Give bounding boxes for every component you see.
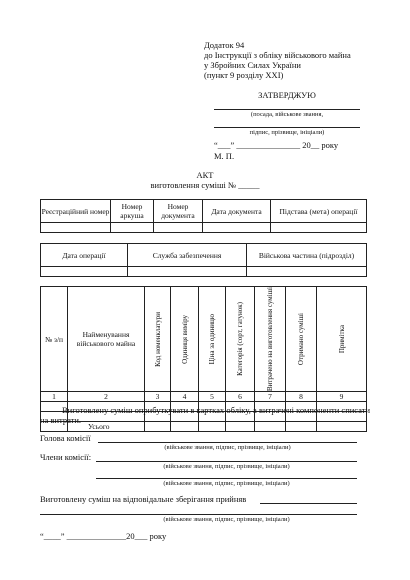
storage-line-1[interactable] — [260, 503, 357, 504]
header-line-4: (пункт 9 розділу XXI) — [204, 70, 284, 80]
column-number: 3 — [145, 392, 171, 402]
table-cell[interactable] — [111, 223, 154, 233]
chair-sign-hint: (військове звання, підпис, прізвище, ініціали) — [164, 444, 291, 451]
column-number: 1 — [41, 392, 68, 402]
approval-line-1 — [214, 109, 360, 110]
column-number: 4 — [171, 392, 199, 402]
approval-date: “___” _______________ 20__ року — [214, 140, 339, 150]
col-sheet-number: Номер аркуша — [111, 200, 154, 223]
table-cell[interactable] — [247, 267, 367, 277]
col-operation-date: Дата операції — [41, 244, 128, 267]
member1-sign-hint: (військове звання, підпис, прізвище, ініціали) — [163, 463, 290, 470]
final-date: “____” ______________20___ року — [40, 531, 167, 541]
table-cell[interactable] — [271, 223, 367, 233]
header-block — [204, 40, 351, 80]
member2-signature-line[interactable] — [96, 478, 357, 479]
col-index: № з/п — [41, 287, 68, 392]
col-operation-basis: Підстава (мета) операції — [271, 200, 367, 223]
column-number: 2 — [68, 392, 145, 402]
members-label: Члени комісії: — [40, 452, 92, 462]
chair-signature-line[interactable] — [98, 442, 357, 443]
col-supply-service: Служба забезпечення — [128, 244, 247, 267]
approval-line-2 — [214, 127, 360, 128]
storage-sign-hint: (військове звання, підпис, прізвище, ініціали) — [163, 516, 290, 523]
registration-table — [40, 199, 367, 233]
approval-title: ЗАТВЕРДЖУЮ — [258, 90, 316, 100]
col-unit: Одиниця виміру — [171, 287, 199, 392]
total-label: Усього — [68, 422, 145, 432]
table-cell[interactable] — [154, 223, 203, 233]
member1-signature-line[interactable] — [96, 461, 357, 462]
col-received: Отримано суміші — [286, 287, 317, 392]
col-consumed: Витрачено на виготовлення суміші — [255, 287, 286, 392]
column-number: 7 — [255, 392, 286, 402]
table-cell[interactable] — [41, 267, 128, 277]
approval-hint-2: підпис, прізвище, ініціали) — [249, 129, 325, 136]
col-item-name: Найменування військового майна — [68, 287, 145, 392]
col-unit-price: Ціна за одиницю — [199, 287, 226, 392]
member2-sign-hint: (військове звання, підпис, прізвище, ініціали) — [163, 480, 290, 487]
header-line-1: Додаток 94 — [204, 40, 245, 50]
operation-table — [40, 243, 367, 277]
table-cell[interactable] — [41, 223, 111, 233]
act-title: АКТ — [196, 170, 214, 180]
col-category: Категорія (сорт, гатунок) — [226, 287, 255, 392]
col-nomenclature-code: Код номенклатури — [145, 287, 171, 392]
stamp-label: М. П. — [214, 151, 235, 161]
col-registration-number: Реєстраційний номер — [41, 200, 111, 223]
column-number: 8 — [286, 392, 317, 402]
col-military-unit: Військова частина (підрозділ) — [247, 244, 367, 267]
column-number: 9 — [317, 392, 367, 402]
header-line-2: до Інструкції з обліку військового майна — [204, 50, 351, 60]
table-cell[interactable] — [128, 267, 247, 277]
column-number: 5 — [199, 392, 226, 402]
storage-line-2[interactable] — [40, 514, 357, 515]
chair-label: Голова комісії — [40, 433, 91, 443]
col-document-number: Номер документа — [154, 200, 203, 223]
table-cell[interactable] — [203, 223, 271, 233]
header-line-3: у Збройних Силах України — [204, 60, 301, 70]
act-subtitle: виготовлення суміші № _____ — [150, 180, 260, 190]
body-paragraph: Виготовлену суміш оприбуткувати в картках обліку, а витрачені компоненти списати на витрати. — [40, 405, 370, 425]
storage-label: Виготовлену суміш на відповідальне зберігання прийняв — [40, 494, 247, 504]
col-document-date: Дата документа — [203, 200, 271, 223]
col-note: Примітка — [317, 287, 367, 392]
column-number: 6 — [226, 392, 255, 402]
column-number-row — [41, 392, 367, 402]
approval-hint-1: (посада, військове звання, — [250, 111, 324, 118]
